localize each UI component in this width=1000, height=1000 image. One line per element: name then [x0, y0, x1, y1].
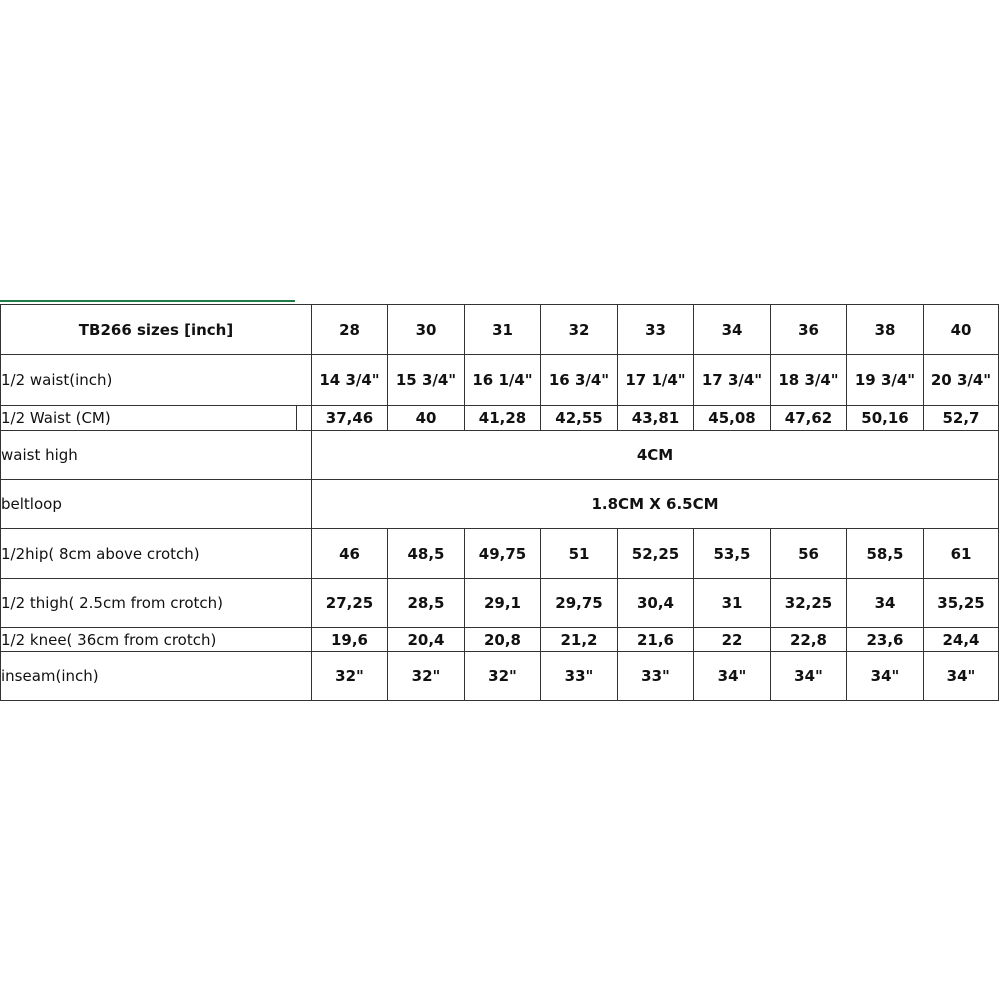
row-label: 1/2 Waist (CM) [1, 409, 111, 427]
row-label-cell [1, 406, 312, 431]
table-cell: 19,6 [312, 628, 388, 652]
table-cell: 56 [771, 529, 847, 579]
table-cell: 32" [465, 652, 541, 701]
size-header: 36 [771, 305, 847, 355]
table-cell: 32,25 [771, 579, 847, 628]
size-header: 31 [465, 305, 541, 355]
table-cell: 17 1/4" [618, 355, 694, 406]
size-chart-table [0, 304, 999, 701]
table-cell: 29,75 [541, 579, 618, 628]
table-cell: 21,6 [618, 628, 694, 652]
table-cell: 61 [924, 529, 999, 579]
table-cell: 33" [618, 652, 694, 701]
row-label: 1/2 waist(inch) [1, 355, 312, 406]
table-cell: 52,25 [618, 529, 694, 579]
table-cell: 14 3/4" [312, 355, 388, 406]
table-cell: 34" [847, 652, 924, 701]
table-cell: 22 [694, 628, 771, 652]
table-cell: 51 [541, 529, 618, 579]
table-cell: 16 3/4" [541, 355, 618, 406]
table-cell: 34 [847, 579, 924, 628]
table-cell: 24,4 [924, 628, 999, 652]
header-row [1, 305, 999, 355]
table-cell: 21,2 [541, 628, 618, 652]
table-cell: 58,5 [847, 529, 924, 579]
size-header: 33 [618, 305, 694, 355]
table-row [1, 431, 999, 480]
table-cell: 17 3/4" [694, 355, 771, 406]
table-row [1, 628, 999, 652]
table-cell: 53,5 [694, 529, 771, 579]
table-cell: 20,4 [388, 628, 465, 652]
row-label-wrapper [1, 409, 311, 427]
table-row [1, 355, 999, 406]
table-row [1, 480, 999, 529]
table-row [1, 406, 999, 431]
table-cell: 46 [312, 529, 388, 579]
table-cell: 32" [388, 652, 465, 701]
table-cell: 43,81 [618, 406, 694, 431]
merged-cell: 1.8CM X 6.5CM [312, 480, 999, 529]
table-cell: 22,8 [771, 628, 847, 652]
table-cell: 41,28 [465, 406, 541, 431]
table-cell: 32" [312, 652, 388, 701]
size-header: 34 [694, 305, 771, 355]
row-label: inseam(inch) [1, 652, 312, 701]
size-header: 32 [541, 305, 618, 355]
table-cell: 23,6 [847, 628, 924, 652]
table-cell: 47,62 [771, 406, 847, 431]
table-cell: 40 [388, 406, 465, 431]
table-cell: 27,25 [312, 579, 388, 628]
table-cell: 52,7 [924, 406, 999, 431]
table-cell: 19 3/4" [847, 355, 924, 406]
size-header: 40 [924, 305, 999, 355]
table-cell: 31 [694, 579, 771, 628]
header-label: TB266 sizes [inch] [1, 305, 312, 355]
table-row [1, 529, 999, 579]
table-cell: 28,5 [388, 579, 465, 628]
row-label: 1/2 thigh( 2.5cm from crotch) [1, 579, 312, 628]
table-cell: 34" [694, 652, 771, 701]
cell-divider [296, 406, 297, 431]
table-cell: 42,55 [541, 406, 618, 431]
table-cell: 50,16 [847, 406, 924, 431]
table-cell: 34" [924, 652, 999, 701]
table-cell: 20 3/4" [924, 355, 999, 406]
table-cell: 35,25 [924, 579, 999, 628]
table-cell: 49,75 [465, 529, 541, 579]
size-header: 30 [388, 305, 465, 355]
table-cell: 15 3/4" [388, 355, 465, 406]
table-row [1, 579, 999, 628]
table-cell: 30,4 [618, 579, 694, 628]
table-cell: 16 1/4" [465, 355, 541, 406]
table-cell: 45,08 [694, 406, 771, 431]
table-cell: 48,5 [388, 529, 465, 579]
merged-cell: 4CM [312, 431, 999, 480]
row-label: 1/2 knee( 36cm from crotch) [1, 628, 312, 652]
table-row [1, 652, 999, 701]
cell-selection-border [0, 300, 295, 302]
table-cell: 37,46 [312, 406, 388, 431]
row-label: beltloop [1, 480, 312, 529]
row-label: waist high [1, 431, 312, 480]
table-cell: 29,1 [465, 579, 541, 628]
size-header: 38 [847, 305, 924, 355]
table-cell: 34" [771, 652, 847, 701]
table-cell: 33" [541, 652, 618, 701]
table-cell: 20,8 [465, 628, 541, 652]
size-header: 28 [312, 305, 388, 355]
row-label: 1/2hip( 8cm above crotch) [1, 529, 312, 579]
table-cell: 18 3/4" [771, 355, 847, 406]
